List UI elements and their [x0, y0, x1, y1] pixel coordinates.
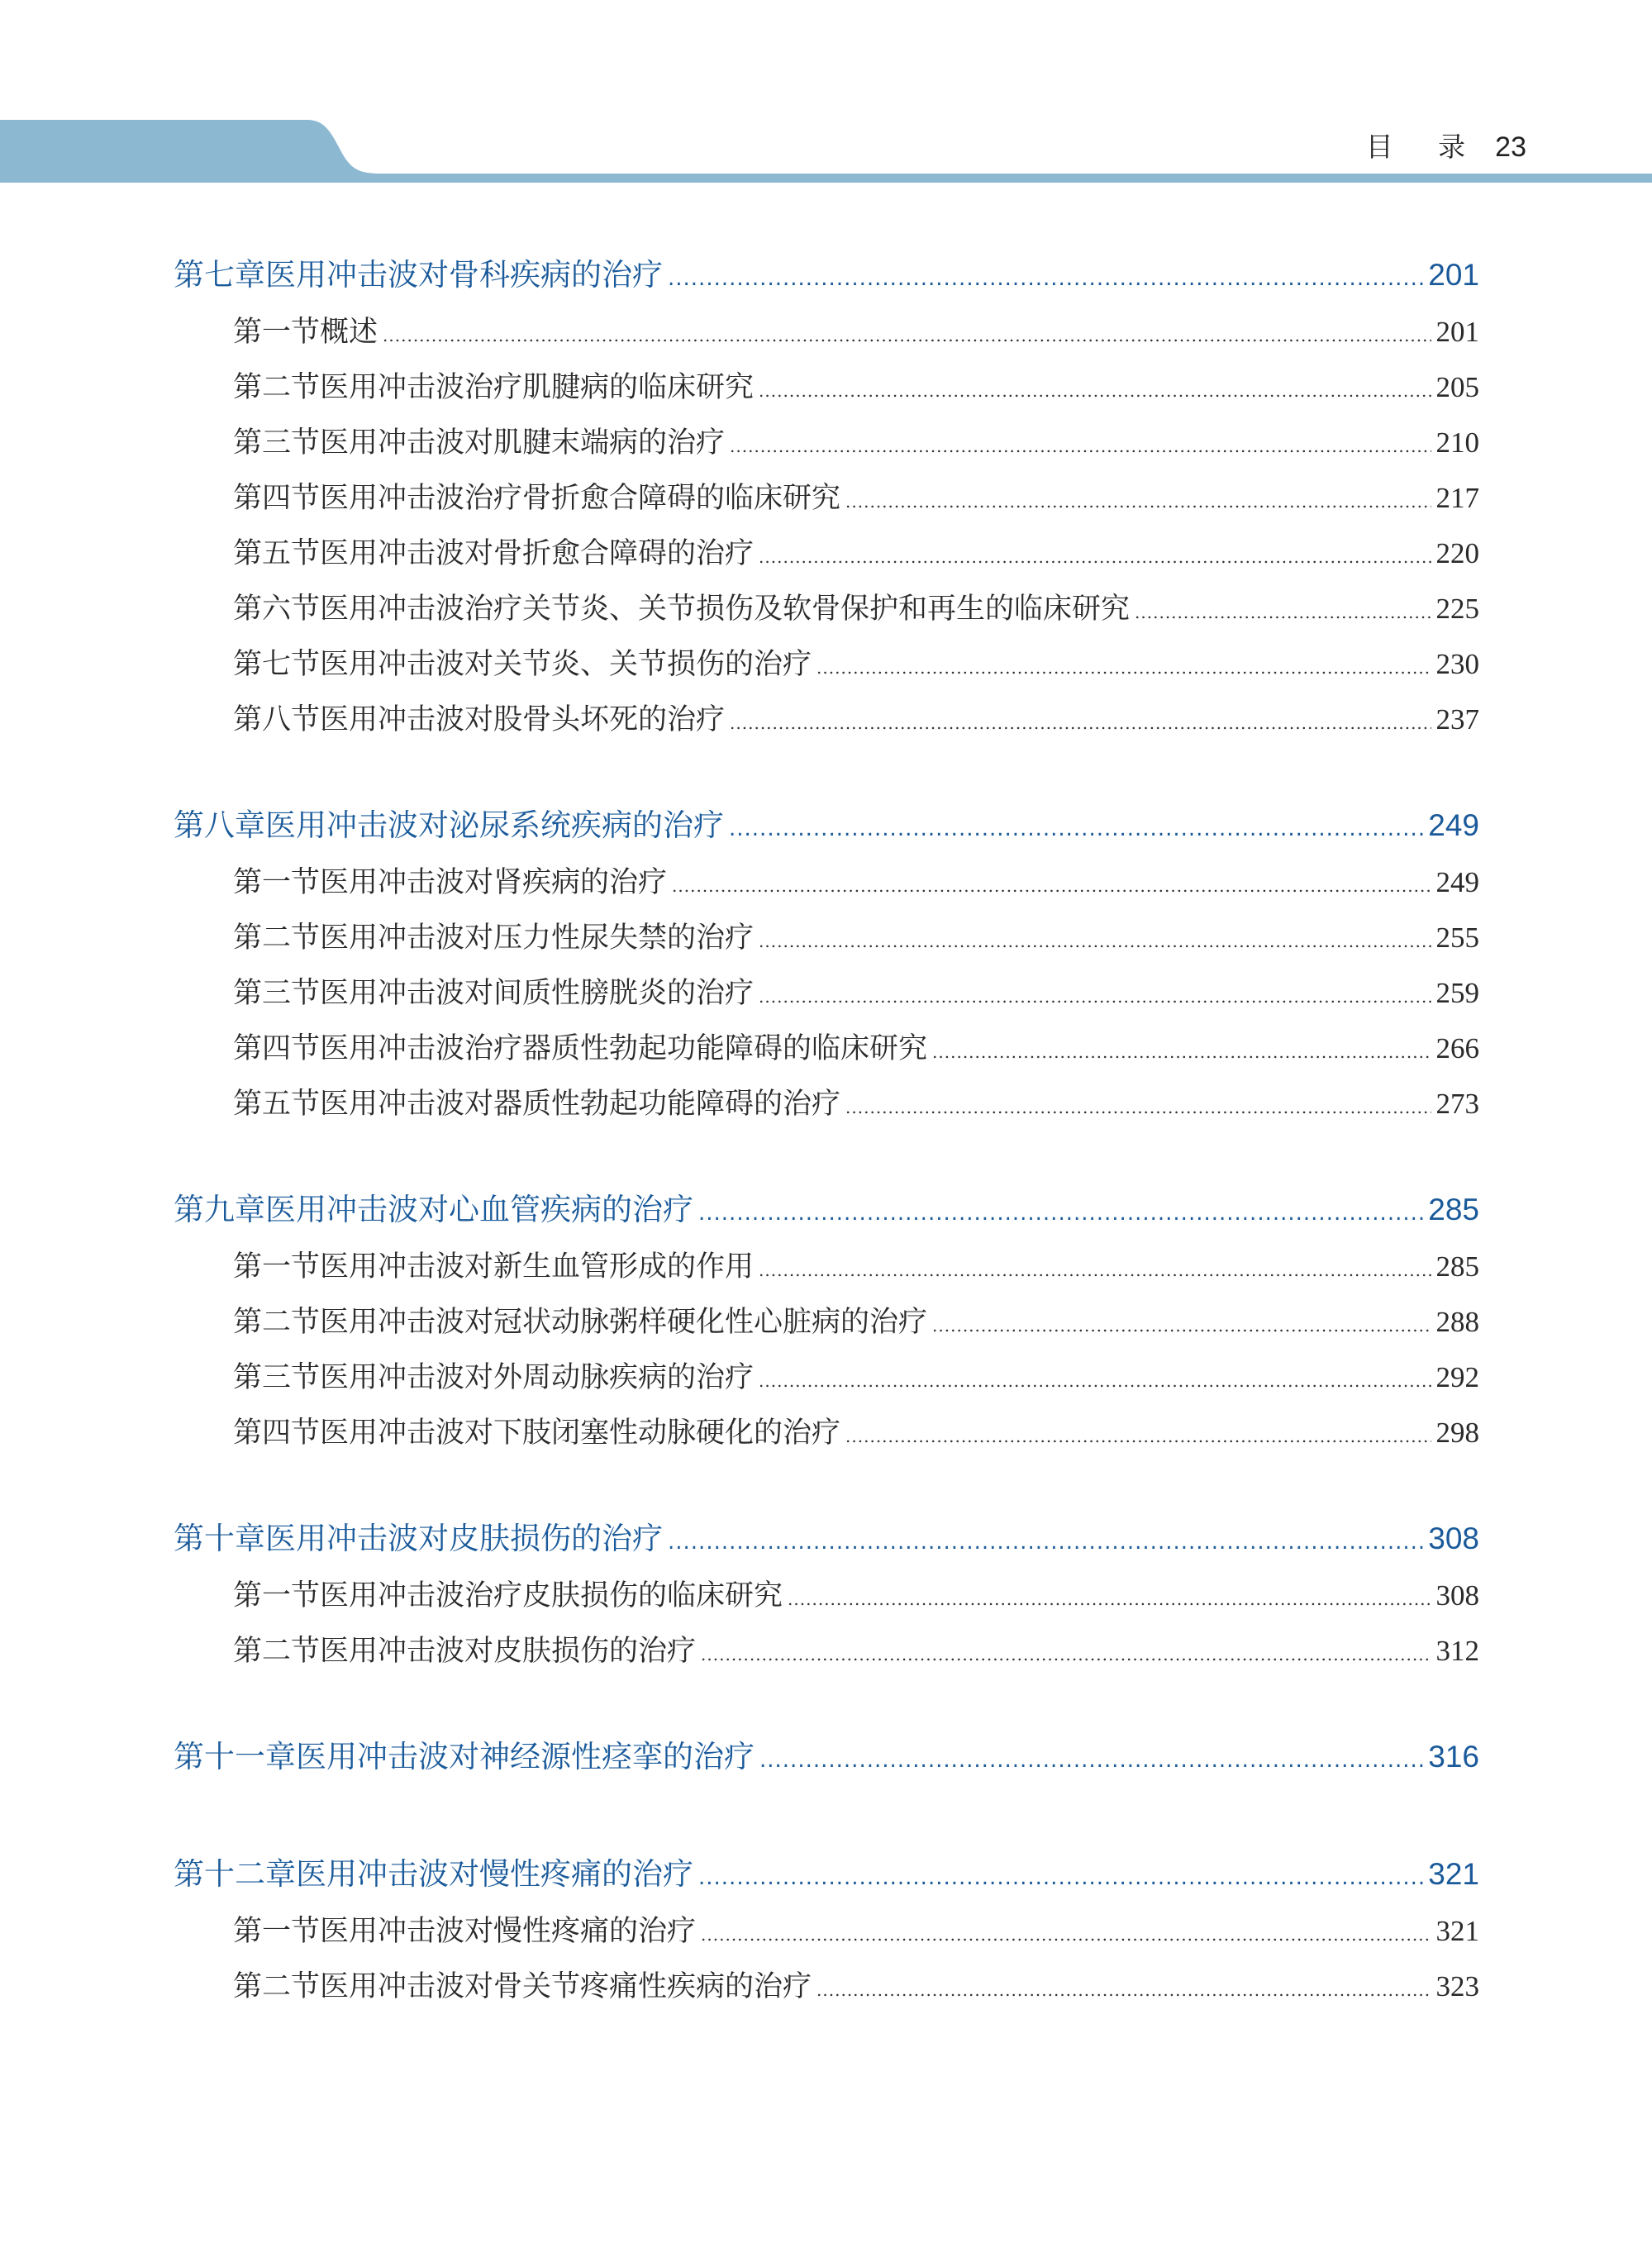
section-entry[interactable]	[174, 304, 1479, 360]
chapter-number: 第八章	[174, 807, 265, 843]
section-entry[interactable]	[174, 360, 1479, 415]
section-number: 第三节	[233, 977, 321, 1010]
section-page-number: 237	[1435, 703, 1479, 736]
section-page-number: 298	[1435, 1417, 1479, 1449]
section-title: 医用冲击波对皮肤损伤的治疗	[320, 1635, 697, 1668]
section-title: 医用冲击波对骨折愈合障碍的治疗	[320, 537, 755, 570]
dot-leader	[816, 1963, 1431, 2018]
section-number: 第二节	[233, 1306, 321, 1339]
section-entry[interactable]	[174, 1350, 1479, 1405]
dot-leader	[698, 1849, 1423, 1907]
chapter-number: 第十二章	[174, 1856, 296, 1892]
chapter-number: 第十一章	[174, 1739, 296, 1774]
running-header-title: 目 录	[1365, 131, 1484, 163]
section-entry[interactable]	[174, 1903, 1479, 1959]
section-title: 医用冲击波对肾疾病的治疗	[320, 866, 668, 899]
chapter-page-number: 201	[1428, 258, 1479, 292]
section-title: 医用冲击波对器质性勃起功能障碍的治疗	[320, 1088, 841, 1121]
section-page-number: 255	[1435, 921, 1479, 954]
section-page-number: 259	[1435, 977, 1479, 1009]
chapter-title: 医用冲击波对慢性疼痛的治疗	[296, 1856, 693, 1892]
section-page-number: 230	[1435, 648, 1479, 680]
dot-leader	[730, 696, 1431, 751]
section-entry[interactable]	[174, 965, 1479, 1021]
section-page-number: 308	[1435, 1579, 1479, 1612]
section-title: 医用冲击波治疗肌腱病的临床研究	[320, 371, 755, 404]
section-title: 医用冲击波对压力性尿失禁的治疗	[320, 921, 755, 955]
chapter-page-number: 249	[1428, 808, 1479, 842]
section-title: 医用冲击波治疗皮肤损伤的临床研究	[320, 1579, 783, 1612]
section-title: 医用冲击波对间质性膀胱炎的治疗	[320, 977, 755, 1010]
section-page-number: 292	[1435, 1361, 1479, 1393]
dot-leader	[668, 1513, 1423, 1571]
chapter-page-number: 321	[1428, 1857, 1479, 1891]
page-number: 23	[1495, 131, 1526, 163]
dot-leader	[759, 1243, 1431, 1298]
dot-leader	[845, 1409, 1431, 1464]
section-page-number: 312	[1435, 1635, 1479, 1667]
chapter-title: 医用冲击波对皮肤损伤的治疗	[265, 1521, 663, 1556]
section-number: 第五节	[233, 537, 321, 570]
section-number: 第一节	[233, 1915, 321, 1948]
section-entry[interactable]	[174, 415, 1479, 470]
chapter-number: 第七章	[174, 257, 265, 293]
section-title: 医用冲击波对股骨头坏死的治疗	[320, 703, 726, 736]
dot-leader	[759, 1354, 1431, 1409]
section-entry[interactable]	[174, 1405, 1479, 1460]
section-title: 医用冲击波对肌腱末端病的治疗	[320, 426, 726, 460]
dot-leader	[845, 1080, 1431, 1136]
section-page-number: 288	[1435, 1306, 1479, 1338]
chapter-block	[174, 1845, 1479, 2014]
section-number: 第一节	[233, 866, 321, 899]
section-number: 第二节	[233, 921, 321, 955]
section-number: 第三节	[233, 1361, 321, 1394]
chapter-block	[174, 1510, 1479, 1679]
section-entry[interactable]	[174, 470, 1479, 526]
section-title: 医用冲击波对下肢闭塞性动脉硬化的治疗	[320, 1417, 841, 1450]
section-page-number: 201	[1435, 316, 1479, 348]
section-entry[interactable]	[174, 910, 1479, 965]
section-entry[interactable]	[174, 1623, 1479, 1679]
section-page-number: 205	[1435, 371, 1479, 403]
section-entry[interactable]	[174, 1239, 1479, 1294]
chapter-block	[174, 1181, 1479, 1460]
section-number: 第四节	[233, 1032, 321, 1065]
dot-leader	[672, 859, 1431, 914]
section-title: 医用冲击波对慢性疼痛的治疗	[320, 1915, 697, 1948]
dot-leader	[730, 419, 1431, 474]
section-page-number: 225	[1435, 593, 1479, 625]
section-entry[interactable]	[174, 1076, 1479, 1131]
section-number: 第五节	[233, 1088, 321, 1121]
dot-leader	[759, 530, 1431, 585]
section-entry[interactable]	[174, 692, 1479, 747]
section-page-number: 266	[1435, 1032, 1479, 1064]
dot-leader	[845, 474, 1431, 530]
section-title: 医用冲击波治疗骨折愈合障碍的临床研究	[320, 482, 841, 515]
chapter-number: 第十章	[174, 1521, 265, 1556]
chapter-block	[174, 246, 1479, 747]
section-entry[interactable]	[174, 1021, 1479, 1076]
section-title: 医用冲击波对新生血管形成的作用	[320, 1250, 755, 1283]
section-number: 第一节	[233, 1250, 321, 1283]
chapter-block	[174, 797, 1479, 1131]
chapter-entry[interactable]	[174, 1181, 1479, 1239]
chapter-page-number: 308	[1428, 1522, 1479, 1555]
dot-leader	[759, 914, 1431, 969]
section-title: 医用冲击波对关节炎、关节损伤的治疗	[320, 648, 812, 681]
section-number: 第二节	[233, 1970, 321, 2003]
section-number: 第四节	[233, 1417, 321, 1450]
section-page-number: 323	[1435, 1970, 1479, 2003]
dot-leader	[383, 308, 1431, 364]
section-entry[interactable]	[174, 1959, 1479, 2014]
section-title: 医用冲击波治疗器质性勃起功能障碍的临床研究	[320, 1032, 928, 1065]
section-page-number: 249	[1435, 866, 1479, 898]
section-number: 第一节	[233, 1579, 321, 1612]
section-entry[interactable]	[174, 855, 1479, 910]
section-number: 第二节	[233, 371, 321, 404]
section-title: 概述	[320, 316, 378, 349]
section-number: 第一节	[233, 316, 321, 349]
chapter-title: 医用冲击波对骨科疾病的治疗	[265, 257, 663, 293]
section-number: 第二节	[233, 1635, 321, 1668]
dot-leader	[698, 1184, 1423, 1242]
chapter-title: 医用冲击波对心血管疾病的治疗	[265, 1192, 693, 1227]
chapter-block	[174, 1728, 1479, 1786]
dot-leader	[701, 1907, 1431, 1963]
section-title: 医用冲击波对骨关节疼痛性疾病的治疗	[320, 1970, 812, 2003]
chapter-title: 医用冲击波对泌尿系统疾病的治疗	[265, 807, 724, 843]
section-number: 第八节	[233, 703, 321, 736]
dot-leader	[932, 1298, 1431, 1354]
running-header	[1366, 126, 1526, 164]
dot-leader	[759, 1731, 1423, 1789]
section-number: 第四节	[233, 482, 321, 515]
section-page-number: 220	[1435, 537, 1479, 569]
dot-leader	[668, 250, 1423, 307]
section-entry[interactable]	[174, 526, 1479, 581]
dot-leader	[932, 1025, 1431, 1080]
chapter-entry[interactable]	[174, 797, 1479, 855]
section-number: 第六节	[233, 593, 321, 626]
chapter-entry[interactable]	[174, 1510, 1479, 1568]
dot-leader	[788, 1572, 1431, 1627]
section-title: 医用冲击波对冠状动脉粥样硬化性心脏病的治疗	[320, 1306, 928, 1339]
table-of-contents	[174, 246, 1479, 2064]
section-entry[interactable]	[174, 581, 1479, 636]
section-number: 第七节	[233, 648, 321, 681]
section-entry[interactable]	[174, 1294, 1479, 1350]
chapter-entry[interactable]	[174, 1728, 1479, 1786]
section-page-number: 285	[1435, 1250, 1479, 1283]
chapter-entry[interactable]	[174, 1845, 1479, 1903]
section-page-number: 217	[1435, 482, 1479, 514]
chapter-number: 第九章	[174, 1192, 265, 1227]
section-page-number: 273	[1435, 1088, 1479, 1120]
section-entry[interactable]	[174, 636, 1479, 692]
dot-leader	[1135, 585, 1431, 641]
chapter-title: 医用冲击波对神经源性痉挛的治疗	[296, 1739, 755, 1774]
dot-leader	[759, 969, 1431, 1025]
section-title: 医用冲击波治疗关节炎、关节损伤及软骨保护和再生的临床研究	[320, 593, 1131, 626]
dot-leader	[701, 1627, 1431, 1683]
section-page-number: 210	[1435, 426, 1479, 459]
dot-leader	[816, 641, 1431, 696]
section-number: 第三节	[233, 426, 321, 460]
chapter-page-number: 285	[1428, 1193, 1479, 1226]
section-page-number: 321	[1435, 1915, 1479, 1947]
dot-leader	[759, 364, 1431, 419]
section-title: 医用冲击波对外周动脉疾病的治疗	[320, 1361, 755, 1394]
section-entry[interactable]	[174, 1568, 1479, 1623]
chapter-page-number: 316	[1428, 1740, 1479, 1774]
chapter-entry[interactable]	[174, 246, 1479, 304]
dot-leader	[729, 800, 1423, 858]
